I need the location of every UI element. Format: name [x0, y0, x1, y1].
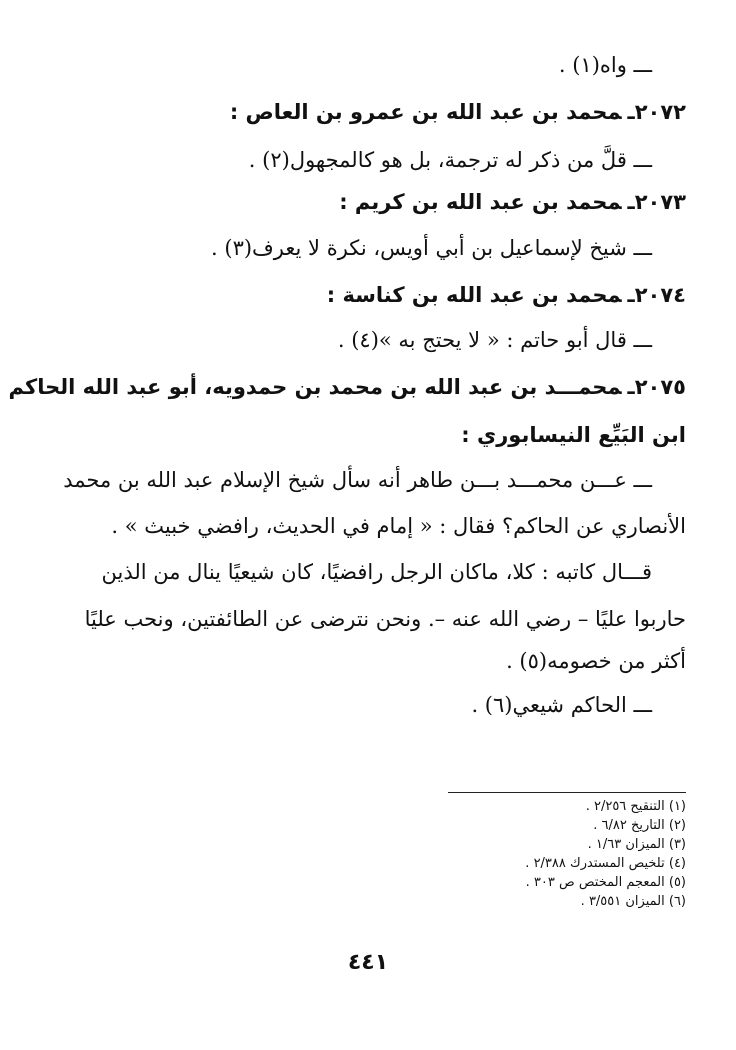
footnote: (٥) المعجم المختص ص ٣٠٣ . — [525, 875, 686, 890]
entry-2074-comment: ـــ قال أبو حاتم : « لا يحتج به »(٤) . — [337, 328, 652, 352]
entry-2071-comment: ـــ واه(١) . — [558, 53, 652, 77]
footnote: (٤) تلخيص المستدرك ٢/٣٨٨ . — [525, 856, 686, 871]
entry-2075-heading-cont: ابن البَيِّع النيسابوري : — [461, 423, 686, 447]
entry-2075-text-line: ـــ عـــن محمـــد بـــن طاهر أنه سأل شيخ الإسلام عبد الله بن محمد — [63, 468, 652, 492]
entry-number: ٢٠٧٥ـ — [627, 375, 686, 399]
entry-2072-heading — [60, 97, 686, 127]
footnote: (٢) التاريخ ٦/٨٢ . — [593, 818, 686, 833]
entry-2073-comment: ـــ شيخ لإسماعيل بن أبي أويس، نكرة لا يعرف(٣) . — [211, 236, 652, 260]
entry-2072-comment: ـــ قلَّ من ذكر له ترجمة، بل هو كالمجهول(٢) . — [248, 148, 652, 172]
entry-2075-heading — [8, 372, 686, 402]
entry-2075-text-line: قـــال كاتبه : كلا، ماكان الرجل رافضيًا، كان شيعيًا ينال من الذين — [101, 560, 652, 584]
footnote: (١) التنقيح ٢/٢٥٦ . — [585, 799, 686, 814]
entry-number: ٢٠٧٤ـ — [627, 283, 686, 307]
entry-name: محمـــد بن عبد الله بن محمد بن حمدويه، أبو عبد الله الحاكم — [8, 375, 622, 399]
entry-2074-heading — [60, 280, 686, 310]
entry-name: محمد بن عبد الله بن كناسة : — [326, 283, 622, 307]
page-number: ٤٤١ — [347, 950, 389, 975]
footnote: (٣) الميزان ١/٦٣ . — [587, 837, 686, 852]
entry-number: ٢٠٧٣ـ — [627, 190, 686, 214]
entry-2075-text-line: أكثر من خصومه(٥) . — [506, 649, 686, 673]
entry-number: ٢٠٧٢ـ — [627, 100, 686, 124]
entry-2073-heading — [60, 187, 686, 217]
footnote-divider — [448, 792, 686, 793]
footnote: (٦) الميزان ٣/٥٥١ . — [580, 894, 686, 909]
entry-2075-text-line: حاربوا عليًا – رضي الله عنه –. ونحن نترضى عن الطائفتين، ونحب عليًا — [84, 607, 686, 631]
entry-2075-comment: ـــ الحاكم شيعي(٦) . — [471, 693, 652, 717]
footnotes — [386, 797, 686, 911]
entry-name: محمد بن عبد الله بن كريم : — [339, 190, 622, 214]
entry-2075-text-line: الأنصاري عن الحاكم؟ فقال : « إمام في الحديث، رافضي خبيث » . — [111, 514, 686, 538]
entry-name: محمد بن عبد الله بن عمرو بن العاص : — [229, 100, 622, 124]
